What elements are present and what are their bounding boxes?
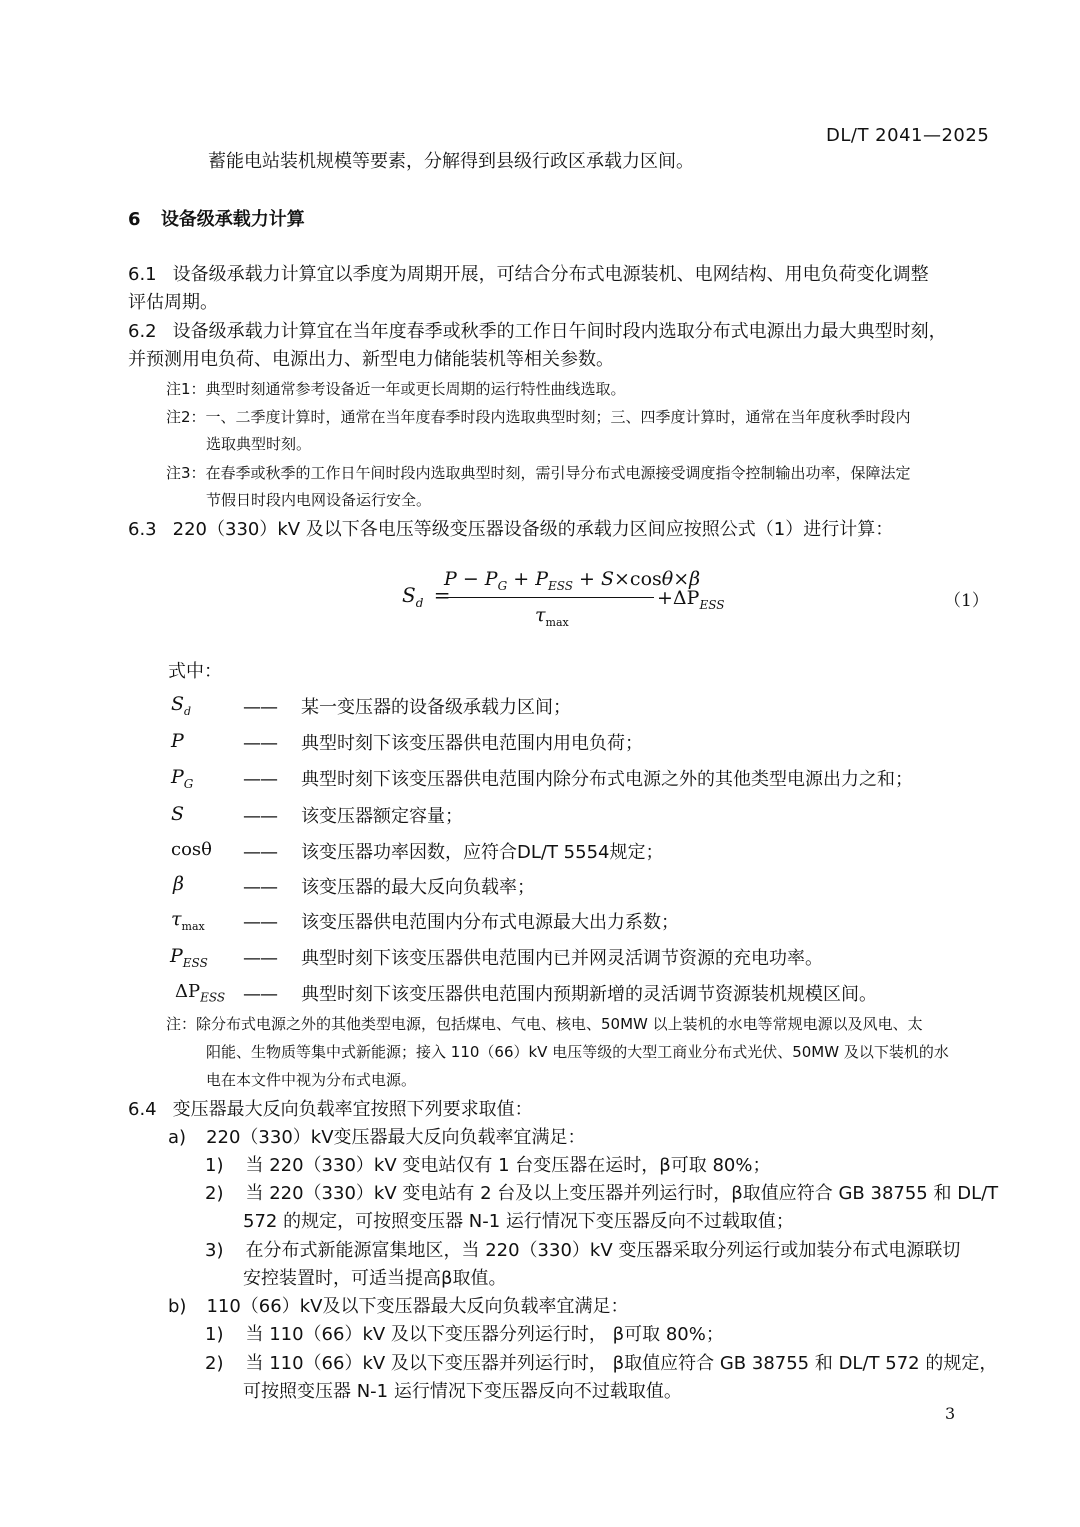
page-number: 3 bbox=[945, 1404, 956, 1423]
formula-numerator: $P - P_G + P_{ESS} + S\times\cos\theta\times\beta$ bbox=[444, 568, 701, 593]
main-note-cont-1: 阳能、生物质等集中式新能源；接入 110（66）kV 电压等级的大型工商业分布式光伏、50MW 及以下装机的水 bbox=[206, 1043, 949, 1061]
symbol-desc: 某一变压器的设备级承载力区间； bbox=[301, 697, 571, 718]
note-label: 注3： bbox=[166, 464, 206, 482]
list-number: 1) bbox=[205, 1324, 224, 1345]
symbol-desc: 该变压器的最大反向负载率； bbox=[301, 877, 535, 898]
list-text: 当 110（66）kV 及以下变压器分列运行时， β可取 80%； bbox=[245, 1324, 724, 1345]
note-label: 注1： bbox=[166, 380, 206, 398]
symbol-dash: —— bbox=[243, 912, 277, 933]
symbol: β bbox=[173, 873, 184, 895]
symbol-desc: 典型时刻下该变压器供电范围内预期新增的灵活调节资源装机规模区间。 bbox=[301, 984, 877, 1005]
symbol-dash: —— bbox=[243, 984, 277, 1005]
formula-subscript: max bbox=[545, 615, 569, 629]
note-2-cont: 选取典型时刻。 bbox=[206, 435, 312, 453]
list-subitem-cont: 可按照变压器 N-1 运行情况下变压器反向不过载取值。 bbox=[243, 1381, 682, 1402]
formula-denominator bbox=[535, 604, 569, 629]
list-number: 1) bbox=[205, 1155, 224, 1176]
document-code: DL/T 2041—2025 bbox=[826, 125, 990, 146]
symbol: P bbox=[171, 730, 184, 752]
note-3 bbox=[166, 460, 911, 487]
symbol-dash: —— bbox=[243, 733, 277, 754]
formula-number: （1） bbox=[944, 591, 989, 611]
clause-6-2-line1 bbox=[128, 318, 947, 346]
note-text: 除分布式电源之外的其他类型电源，包括煤电、气电、核电、50MW 以上装机的水电等常规电源以及风电、太 bbox=[196, 1015, 923, 1033]
clause-6-3 bbox=[128, 516, 893, 544]
symbol-desc: 典型时刻下该变压器供电范围内除分布式电源之外的其他类型电源出力之和； bbox=[301, 769, 913, 790]
list-subitem bbox=[205, 1321, 724, 1349]
note-3-cont: 节假日时段内电网设备运行安全。 bbox=[206, 491, 432, 509]
list-text: 110（66）kV及以下变压器最大反向负载率宜满足： bbox=[206, 1296, 629, 1317]
formula-subscript: d bbox=[415, 596, 424, 610]
clause-text: 220（330）kV 及以下各电压等级变压器设备级的承载力区间应按照公式（1）进行计算： bbox=[172, 519, 894, 540]
list-item-a bbox=[168, 1124, 586, 1152]
list-text: 当 110（66）kV 及以下变压器并列运行时， β取值应符合 GB 38755 和 DL/T 572 的规定， bbox=[245, 1353, 998, 1374]
note-label: 注2： bbox=[166, 408, 206, 426]
symbol-desc: 典型时刻下该变压器供电范围内用电负荷； bbox=[301, 733, 643, 754]
symbol: $\Delta P_{ESS}$ bbox=[175, 981, 226, 1005]
formula-symbol: τ bbox=[535, 604, 546, 626]
symbol: $\tau_{max}$ bbox=[171, 908, 205, 933]
clause-number: 6.4 bbox=[128, 1099, 157, 1120]
fraction-bar bbox=[442, 597, 654, 598]
section-heading bbox=[128, 206, 305, 234]
list-label: b) bbox=[168, 1296, 187, 1317]
list-text: 220（330）kV变压器最大反向负载率宜满足： bbox=[206, 1127, 586, 1148]
list-number: 2) bbox=[205, 1353, 224, 1374]
list-subitem-cont: 安控装置时，可适当提高β取值。 bbox=[243, 1268, 507, 1289]
note-label: 注： bbox=[166, 1015, 197, 1033]
symbol-desc: 该变压器功率因数，应符合DL/T 5554规定； bbox=[301, 842, 664, 863]
symbol-desc: 典型时刻下该变压器供电范围内已并网灵活调节资源的充电功率。 bbox=[301, 948, 823, 969]
list-text: 当 220（330）kV 变电站有 2 台及以上变压器并列运行时，β取值应符合 GB 38755 和 DL/T bbox=[245, 1183, 999, 1204]
list-label: a) bbox=[168, 1127, 187, 1148]
list-text: 在分布式新能源富集地区，当 220（330）kV 变压器采取分列运行或加装分布式电源联切 bbox=[245, 1240, 961, 1261]
list-subitem bbox=[205, 1180, 998, 1208]
symbol-dash: —— bbox=[243, 697, 277, 718]
symbol: $P_G$ bbox=[171, 766, 194, 791]
symbol-dash: —— bbox=[243, 769, 277, 790]
symbol-desc: 该变压器额定容量； bbox=[301, 806, 463, 827]
note-text: 一、二季度计算时，通常在当年度春季时段内选取典型时刻；三、四季度计算时，通常在当年度秋季时段内 bbox=[205, 408, 911, 426]
clause-6-2-line2: 并预测用电负荷、电源出力、新型电力储能装机等相关参数。 bbox=[128, 349, 614, 370]
formula-tail bbox=[657, 587, 724, 612]
section-title: 设备级承载力计算 bbox=[160, 209, 305, 230]
note-text: 在春季或秋季的工作日午间时段内选取典型时刻，需引导分布式电源接受调度指令控制输出功率，保障法定 bbox=[205, 464, 911, 482]
list-subitem bbox=[205, 1152, 771, 1180]
formula-equals: = bbox=[433, 583, 451, 607]
clause-number: 6.3 bbox=[128, 519, 157, 540]
list-item-b bbox=[168, 1293, 628, 1321]
symbol-dash: —— bbox=[243, 842, 277, 863]
list-subitem-cont: 572 的规定，可按照变压器 N-1 运行情况下变压器反向不过载取值； bbox=[243, 1211, 794, 1232]
clause-text: 设备级承载力计算宜在当年度春季或秋季的工作日午间时段内选取分布式电源出力最大典型时刻， bbox=[172, 321, 947, 342]
formula-symbol: S bbox=[402, 583, 416, 607]
list-number: 3) bbox=[205, 1240, 224, 1261]
clause-6-1-line2: 评估周期。 bbox=[128, 292, 218, 313]
where-label: 式中： bbox=[168, 661, 222, 682]
list-subitem bbox=[205, 1350, 997, 1378]
note-text: 典型时刻通常参考设备近一年或更长周期的运行特性曲线选取。 bbox=[205, 380, 626, 398]
symbol-dash: —— bbox=[243, 877, 277, 898]
clause-text: 设备级承载力计算宜以季度为周期开展，可结合分布式电源装机、电网结构、用电负荷变化调整 bbox=[172, 264, 929, 285]
note-2 bbox=[166, 404, 911, 431]
clause-number: 6.1 bbox=[128, 264, 157, 285]
note-1 bbox=[166, 376, 626, 403]
symbol: S bbox=[171, 803, 185, 825]
symbol-desc: 该变压器供电范围内分布式电源最大出力系数； bbox=[301, 912, 679, 933]
formula-subscript: ESS bbox=[699, 597, 725, 612]
clause-number: 6.2 bbox=[128, 321, 157, 342]
main-note-cont-2: 电在本文件中视为分布式电源。 bbox=[206, 1071, 417, 1089]
list-subitem bbox=[205, 1237, 960, 1265]
intro-line: 蓄能电站装机规模等要素，分解得到县级行政区承载力区间。 bbox=[208, 151, 694, 172]
symbol-dash: —— bbox=[243, 806, 277, 827]
section-number: 6 bbox=[128, 209, 141, 230]
symbol-dash: —— bbox=[243, 948, 277, 969]
symbol: $S_d$ bbox=[171, 693, 192, 718]
symbol: cosθ bbox=[171, 839, 212, 860]
clause-6-1-line1 bbox=[128, 261, 929, 289]
list-text: 当 220（330）kV 变电站仅有 1 台变压器在运时，β可取 80%； bbox=[245, 1155, 771, 1176]
clause-text: 变压器最大反向负载率宜按照下列要求取值： bbox=[172, 1099, 533, 1120]
symbol: $P_{ESS}$ bbox=[170, 945, 208, 970]
clause-6-4 bbox=[128, 1096, 533, 1124]
list-number: 2) bbox=[205, 1183, 224, 1204]
main-note bbox=[166, 1011, 923, 1038]
formula-symbol: +ΔP bbox=[657, 587, 700, 609]
